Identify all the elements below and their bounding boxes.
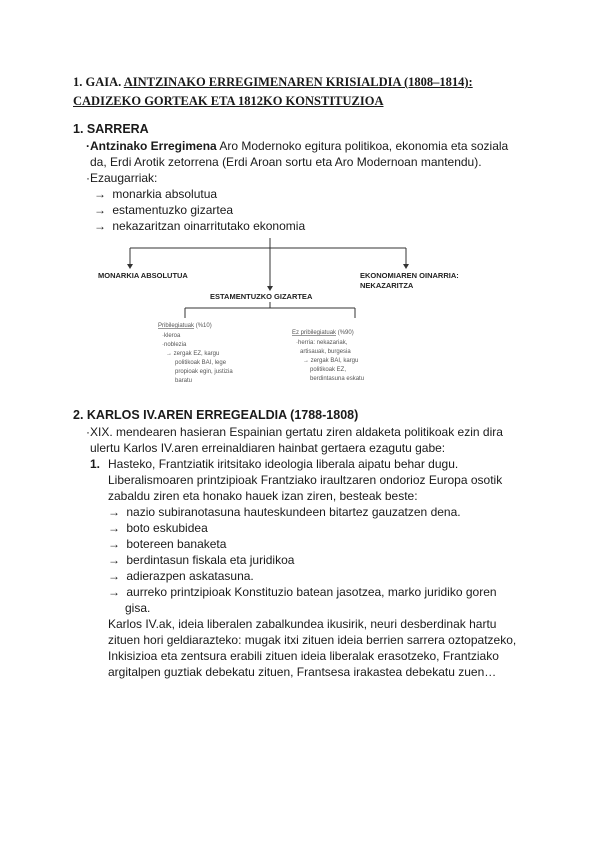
principle-item xyxy=(108,552,294,568)
feature-item xyxy=(94,186,217,202)
title-main-2: CADIZEKO GORTEAK ETA 1812KO KONSTITUZIOA xyxy=(73,94,384,108)
arrow-icon: → xyxy=(108,505,120,519)
feature-item xyxy=(94,202,233,218)
principle-label: botereen banaketa xyxy=(126,537,227,551)
diagram-label-economy-1: EKONOMIAREN OINARRIA: xyxy=(360,271,459,280)
title-main-1: AINTZINAKO ERREGIMENAREN KRISIALDIA (1808–1814): xyxy=(123,75,473,89)
principle-label: nazio subiranotasuna hauteskundeen bitartez gauzatzen dena. xyxy=(126,505,461,519)
unprivileged-line: politikoak EZ, xyxy=(310,367,347,373)
principle-item xyxy=(108,568,254,584)
title-line-1 xyxy=(73,73,543,92)
principle-label: aurreko printzipioak Konstituzio batean jasotzea, marko juridiko goren xyxy=(126,585,497,599)
privileged-line: baratu xyxy=(175,378,193,384)
principle-item xyxy=(108,504,461,520)
feature-item xyxy=(94,218,305,234)
paragraph-line: Hasteko, Frantziatik iritsitako ideologia liberala aipatu behar dugu. xyxy=(108,457,459,471)
diagram-label-society: ESTAMENTUZKO GIZARTEA xyxy=(210,292,313,301)
privileged-line: politikoak BAI, lege xyxy=(175,360,227,366)
feature-label: nekazaritzan oinarritutako ekonomia xyxy=(112,219,306,233)
principle-continuation: gisa. xyxy=(125,601,151,615)
closing-line: Karlos IV.ak, ideia liberalen zabalkundea ikusirik, neuri desberdinak hartu xyxy=(108,617,497,631)
feature-label: monarkia absolutua xyxy=(112,187,218,201)
arrow-icon: → xyxy=(108,569,120,583)
principle-item xyxy=(108,536,226,552)
unprivileged-line: artisauak, burgesia xyxy=(300,349,351,355)
arrow-icon: → xyxy=(108,553,120,567)
arrow-icon: → xyxy=(108,585,120,599)
paragraph-line: Liberalismoaren printzipioak Frantziako iraultzaren ondorioz Europa osotik xyxy=(108,473,503,487)
arrow-down-icon xyxy=(267,286,273,291)
arrow-down-icon xyxy=(127,264,133,269)
paragraph-line: zabaldu ziren eta honako hauek izan ziren, besteak beste: xyxy=(108,489,418,503)
feature-label: estamentuzko gizartea xyxy=(112,203,234,217)
definition-line-2: da, Erdi Arotik zetorrena (Erdi Aroan sortu eta Aro Modernoan mantendu). xyxy=(90,155,482,169)
definition-line-1 xyxy=(86,138,508,154)
definition-term: ·Antzinako Erregimena xyxy=(86,139,217,153)
privileged-line: propioak egin, justizia xyxy=(175,369,233,375)
principle-label: berdintasun fiskala eta juridikoa xyxy=(126,553,295,567)
intro-line-2: ulertu Karlos IV.aren erreinaldiaren hainbat gertaera ezagutu gabe: xyxy=(90,441,446,455)
unprivileged-heading: Ez pribilegiatuak (%90) xyxy=(292,330,354,336)
title-prefix: 1. GAIA. xyxy=(73,75,124,89)
list-number: 1. xyxy=(90,457,101,471)
privileged-heading: Pribilegiatuak (%10) xyxy=(158,323,212,329)
arrow-down-icon xyxy=(403,264,409,269)
closing-line: argitalpen guztiak debekatu zituen, Frantsesa irakastea debekatu zuen… xyxy=(108,665,497,679)
features-label: ·Ezaugarriak: xyxy=(86,171,158,185)
privileged-line: ·kleroa xyxy=(162,333,181,339)
principle-item xyxy=(108,584,497,600)
arrow-icon: → xyxy=(108,537,120,551)
arrow-icon: → xyxy=(94,203,106,217)
principle-label: boto eskubidea xyxy=(126,521,208,535)
page-title xyxy=(73,73,543,111)
principle-label: adierazpen askatasuna. xyxy=(126,569,254,583)
unprivileged-line: berdintasuna eskatu xyxy=(310,376,365,382)
arrow-icon: → xyxy=(94,219,106,233)
society-diagram xyxy=(90,238,520,388)
closing-line: zituen hori geldiarazteko: mugak itxi zituen ideia berrien sarrera oztopatzeko, xyxy=(108,633,517,647)
section-heading-karlos: 2. KARLOS IV.AREN ERREGEALDIA (1788-1808) xyxy=(73,408,359,422)
unprivileged-line: → zergak BAI, kargu xyxy=(303,358,359,364)
privileged-line: ·noblezia xyxy=(162,342,187,348)
arrow-icon: → xyxy=(94,187,106,201)
privileged-line: → zergak EZ, kargu xyxy=(166,351,220,357)
closing-line: Inkisizioa eta zentsura erabili zituen ideia liberalak erasotzeko, Frantziako xyxy=(108,649,499,663)
diagram-label-economy-2: NEKAZARITZA xyxy=(360,281,414,290)
unprivileged-line: ·herria: nekazariak, xyxy=(296,340,348,346)
section-heading-sarrera: 1. SARRERA xyxy=(73,122,149,136)
diagram-label-monarchy: MONARKIA ABSOLUTUA xyxy=(98,271,188,280)
arrow-icon: → xyxy=(108,521,120,535)
intro-line-1: ·XIX. mendearen hasieran Espainian gertatu ziren aldaketa politikoak ezin dira xyxy=(86,425,503,439)
definition-text-1: Aro Modernoko egitura politikoa, ekonomia eta soziala xyxy=(216,139,509,153)
principle-item xyxy=(108,520,208,536)
